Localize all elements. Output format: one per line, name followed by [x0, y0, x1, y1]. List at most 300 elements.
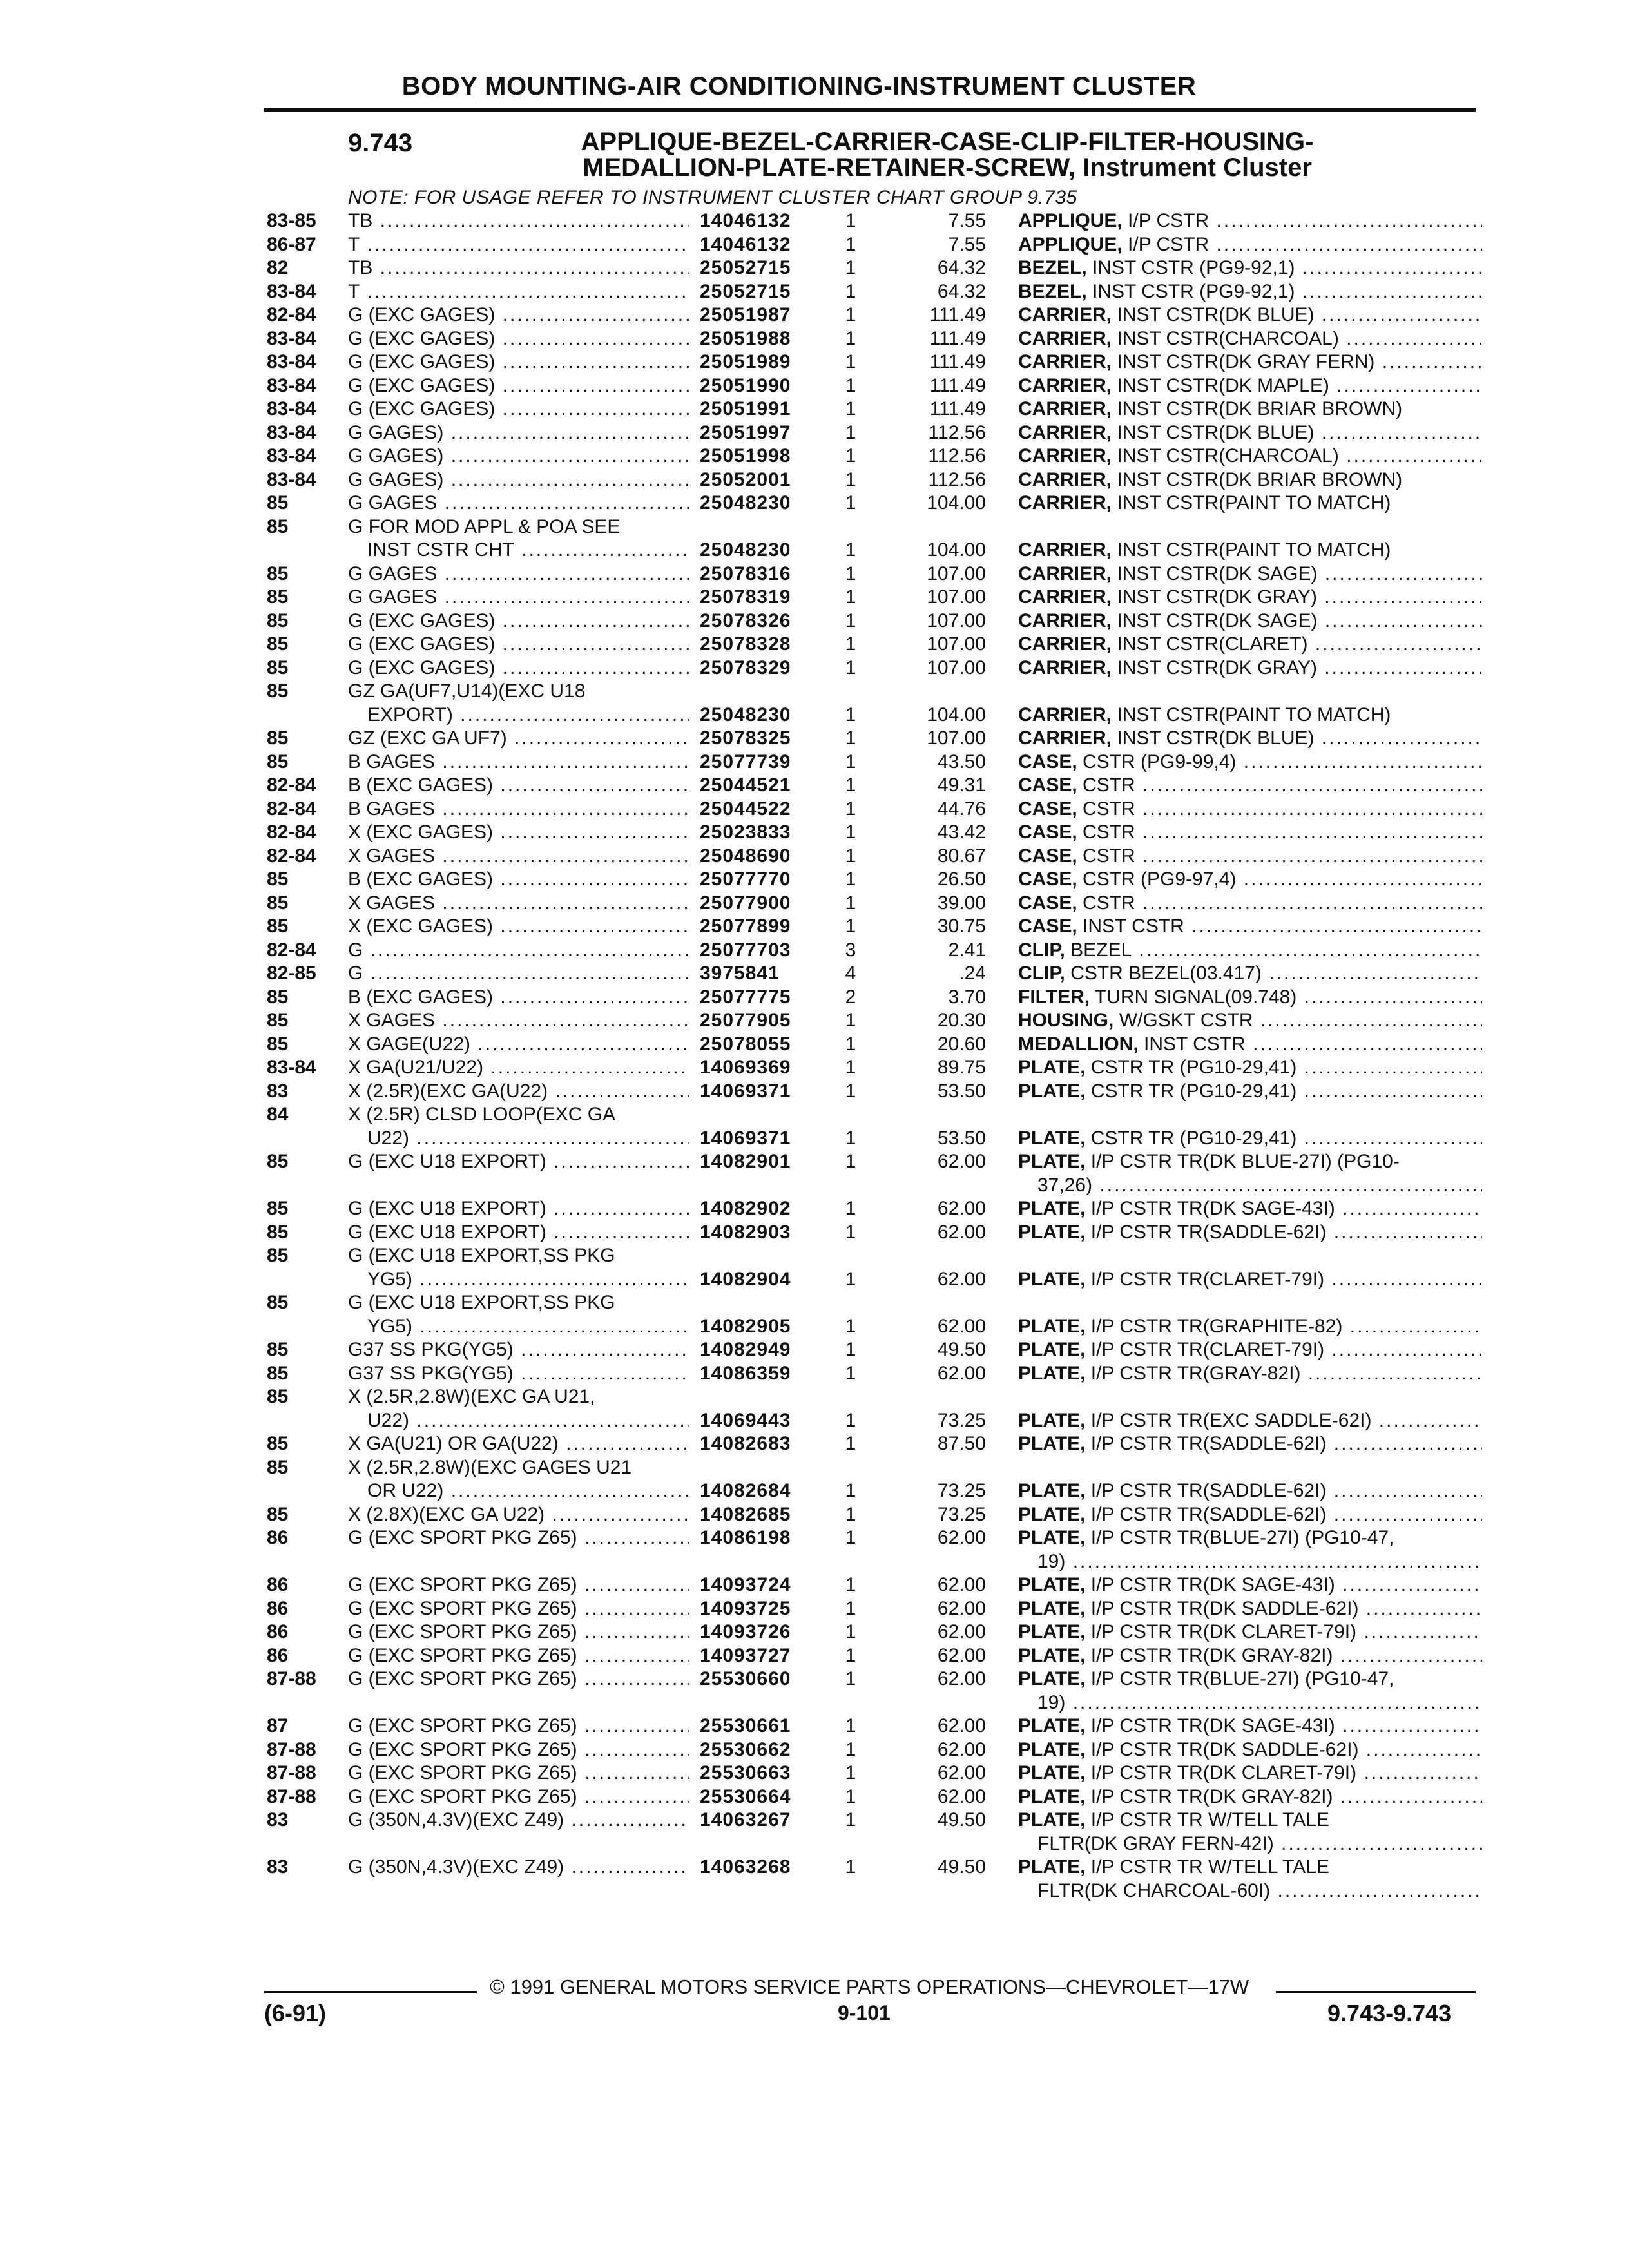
- usage-code: U22) .....: [367, 1409, 689, 1433]
- model-year: 83-84: [267, 398, 316, 419]
- part-number: 25530661: [700, 1715, 791, 1736]
- model-year: 82-84: [267, 304, 316, 325]
- part-description: [1018, 1620, 1482, 1644]
- usage-code: G (EXC GAGES) .....: [348, 374, 689, 398]
- usage-code: G GAGES) .....: [348, 468, 689, 492]
- part-detail: CSTR (PG9-99,4): [1083, 751, 1237, 773]
- part-description: [1018, 845, 1482, 869]
- table-row: [0, 1221, 1629, 1245]
- price: 49.31: [937, 774, 986, 796]
- model-year: 83-85: [267, 210, 316, 231]
- part-detail: CSTR: [1083, 822, 1135, 843]
- usage-code: X GAGE(U22) .....: [348, 1033, 689, 1057]
- part-description: [1018, 727, 1482, 751]
- table-row: [0, 398, 1629, 421]
- model-year: 85: [267, 515, 289, 537]
- part-description: [1018, 327, 1482, 351]
- part-name: PLATE,: [1018, 1668, 1086, 1689]
- part-name: PLATE,: [1018, 1715, 1086, 1736]
- part-detail: I/P CSTR TR(GRAY-82I): [1090, 1362, 1301, 1384]
- part-number: 14086198: [700, 1527, 791, 1548]
- section-number: 9.743: [348, 129, 413, 157]
- table-row: [0, 1832, 1629, 1856]
- part-description: [1018, 1762, 1482, 1785]
- quantity: 1: [845, 1033, 856, 1055]
- part-detail: CSTR: [1083, 774, 1135, 796]
- usage-code: G (EXC SPORT PKG Z65) .....: [348, 1573, 689, 1597]
- part-description: [1018, 209, 1482, 233]
- usage-code: B (EXC GAGES) .....: [348, 986, 689, 1010]
- part-description: [1018, 610, 1482, 633]
- usage-code: B GAGES .....: [348, 751, 689, 774]
- part-detail: INST CSTR(DK BRIAR BROWN): [1117, 468, 1403, 490]
- quantity: 1: [845, 1503, 856, 1525]
- part-description: [1018, 939, 1482, 963]
- part-description: [1018, 1150, 1482, 1174]
- quantity: 1: [845, 774, 856, 796]
- model-year: 85: [267, 1033, 289, 1055]
- quantity: 1: [845, 657, 856, 678]
- part-name: CASE,: [1018, 869, 1077, 890]
- quantity: 1: [845, 1409, 856, 1431]
- quantity: 1: [845, 1527, 856, 1548]
- part-description: [1018, 1526, 1482, 1550]
- price: .24: [959, 963, 986, 984]
- part-detail: INST CSTR(DK BLUE): [1117, 727, 1315, 749]
- price: 107.00: [927, 586, 986, 608]
- quantity: 1: [845, 1198, 856, 1219]
- price: 111.49: [929, 398, 986, 419]
- table-row: [0, 492, 1629, 515]
- part-name: CLIP,: [1018, 939, 1065, 961]
- price: 7.55: [948, 210, 986, 231]
- part-number: 25044521: [700, 774, 791, 796]
- part-detail: INST CSTR(DK GRAY): [1117, 586, 1317, 608]
- table-row: [0, 680, 1629, 704]
- part-name: BEZEL,: [1018, 257, 1087, 278]
- model-year: 85: [267, 986, 289, 1008]
- part-name: FILTER,: [1018, 986, 1090, 1008]
- footer-copyright: © 1991 GENERAL MOTORS SERVICE PARTS OPERATIONS—CHEVROLET—17W: [490, 1975, 1249, 1998]
- quantity: 1: [845, 1057, 856, 1078]
- quantity: 1: [845, 562, 856, 584]
- usage-code: G (EXC GAGES) .....: [348, 303, 689, 327]
- model-year: 83-84: [267, 1057, 316, 1078]
- part-detail: CSTR TR (PG10-29,41): [1090, 1127, 1297, 1149]
- table-row: [0, 1503, 1629, 1527]
- part-detail: CSTR: [1083, 845, 1135, 867]
- part-description-continued: 37,26) .....: [1037, 1174, 1482, 1198]
- part-description: [1018, 1667, 1482, 1691]
- part-name: CASE,: [1018, 798, 1077, 820]
- part-detail: I/P CSTR TR(DK SAGE-43I): [1090, 1574, 1335, 1595]
- table-row: [0, 374, 1629, 398]
- part-number: 25052715: [700, 257, 791, 278]
- part-description: [1018, 1856, 1482, 1879]
- table-row: [0, 1573, 1629, 1597]
- usage-code: G .....: [348, 962, 689, 986]
- model-year: 83-84: [267, 327, 316, 349]
- usage-code: B (EXC GAGES) .....: [348, 774, 689, 798]
- table-row: [0, 515, 1629, 539]
- quantity: 1: [845, 610, 856, 631]
- quantity: 1: [845, 1762, 856, 1783]
- price: 62.00: [937, 1644, 986, 1666]
- table-row: [0, 1762, 1629, 1785]
- quantity: 1: [845, 1809, 856, 1831]
- table-row: [0, 986, 1629, 1010]
- part-description: [1018, 421, 1482, 445]
- table-row: [0, 1432, 1629, 1456]
- usage-code: G (EXC GAGES) .....: [348, 633, 689, 657]
- model-year: 82-84: [267, 822, 316, 843]
- part-description: [1018, 539, 1482, 562]
- price: 111.49: [929, 327, 986, 349]
- part-name: PLATE,: [1018, 1151, 1086, 1172]
- part-name: PLATE,: [1018, 1057, 1086, 1078]
- part-name: CASE,: [1018, 892, 1077, 914]
- table-row: [0, 1315, 1629, 1339]
- part-detail: I/P CSTR TR(DK CLARET-79I): [1090, 1762, 1357, 1783]
- quantity: 1: [845, 304, 856, 325]
- model-year: 83: [267, 1080, 289, 1102]
- part-detail: INST CSTR(DK BLUE): [1117, 421, 1315, 443]
- usage-code: G (EXC GAGES) .....: [348, 610, 689, 633]
- usage-code: G GAGES) .....: [348, 421, 689, 445]
- part-number: 25048230: [700, 492, 791, 514]
- part-detail: I/P CSTR TR(DK SAGE-43I): [1090, 1198, 1335, 1219]
- model-year: 86-87: [267, 233, 316, 255]
- table-row: [0, 445, 1629, 468]
- price: 111.49: [929, 374, 986, 396]
- part-detail: INST CSTR(CHARCOAL): [1117, 327, 1339, 349]
- part-name: PLATE,: [1018, 1221, 1086, 1243]
- part-description-continued: 19) .....: [1037, 1691, 1482, 1715]
- usage-code: G (EXC GAGES) .....: [348, 657, 689, 680]
- part-description: [1018, 1644, 1482, 1668]
- price: 107.00: [927, 610, 986, 631]
- table-row: [0, 1033, 1629, 1057]
- part-detail: I/P CSTR TR(CLARET-79I): [1090, 1268, 1325, 1290]
- section-title-line2: MEDALLION-PLATE-RETAINER-SCREW, Instrument Cluster: [583, 153, 1312, 182]
- part-description: [1018, 1715, 1482, 1738]
- usage-code: G (EXC GAGES) .....: [348, 351, 689, 374]
- part-detail: I/P CSTR: [1128, 233, 1210, 255]
- model-year: 83: [267, 1809, 289, 1831]
- part-number: 25051991: [700, 398, 791, 419]
- part-description: [1018, 1597, 1482, 1621]
- part-detail: I/P CSTR TR(BLUE-27I) (PG10-47,: [1090, 1668, 1394, 1689]
- part-description: [1018, 1479, 1482, 1503]
- price: 62.00: [937, 1362, 986, 1384]
- model-year: 83-84: [267, 421, 316, 443]
- quantity: 1: [845, 1268, 856, 1290]
- part-number: 25077905: [700, 1010, 791, 1031]
- table-row: [0, 1174, 1629, 1198]
- price: 49.50: [937, 1339, 986, 1360]
- quantity: 1: [845, 233, 856, 255]
- part-number: 14082905: [700, 1315, 791, 1337]
- usage-code: G (EXC SPORT PKG Z65) .....: [348, 1597, 689, 1621]
- part-number: 25052715: [700, 280, 791, 302]
- part-name: PLATE,: [1018, 1315, 1086, 1337]
- price: 7.55: [948, 233, 986, 255]
- part-number: 25044522: [700, 798, 791, 820]
- price: 49.50: [937, 1809, 986, 1831]
- price: 107.00: [927, 633, 986, 655]
- model-year: 86: [267, 1574, 289, 1595]
- part-description: [1018, 398, 1482, 421]
- table-row: [0, 1127, 1629, 1151]
- table-row: [0, 421, 1629, 445]
- usage-code: T .....: [348, 280, 689, 304]
- part-detail: INST CSTR(DK SAGE): [1117, 610, 1318, 631]
- model-year: 86: [267, 1621, 289, 1642]
- part-description: [1018, 1738, 1482, 1762]
- part-number: 14046132: [700, 210, 791, 231]
- price: 62.00: [937, 1221, 986, 1243]
- part-detail: I/P CSTR TR W/TELL TALE: [1090, 1809, 1329, 1831]
- model-year: 85: [267, 892, 289, 914]
- price: 64.32: [937, 257, 986, 278]
- model-year: 85: [267, 633, 289, 655]
- part-name: HOUSING,: [1018, 1010, 1114, 1031]
- part-name: CARRIER,: [1018, 374, 1112, 396]
- table-row: [0, 327, 1629, 351]
- part-description: [1018, 1197, 1482, 1221]
- footer-page-number: 9-101: [838, 2001, 891, 2024]
- model-year: 85: [267, 657, 289, 678]
- price: 62.00: [937, 1668, 986, 1689]
- part-description: [1018, 1056, 1482, 1080]
- quantity: 1: [845, 1221, 856, 1243]
- part-number: 25023833: [700, 822, 791, 843]
- price: 62.00: [937, 1785, 986, 1807]
- model-year: 85: [267, 586, 289, 608]
- part-description-continued: FLTR(DK CHARCOAL-60I) .....: [1037, 1879, 1482, 1903]
- price: 62.00: [937, 1198, 986, 1219]
- usage-code: B GAGES .....: [348, 798, 689, 822]
- table-row: [0, 798, 1629, 822]
- quantity: 3: [845, 939, 856, 961]
- price: 104.00: [927, 539, 986, 561]
- price: 112.56: [928, 421, 986, 443]
- price: 62.00: [937, 1151, 986, 1172]
- part-number: 25077899: [700, 916, 791, 937]
- table-row: [0, 1056, 1629, 1080]
- part-number: 25078319: [700, 586, 791, 608]
- table-row: [0, 1597, 1629, 1621]
- model-year: 82-84: [267, 845, 316, 867]
- table-row: [0, 1080, 1629, 1104]
- quantity: 1: [845, 727, 856, 749]
- part-name: CASE,: [1018, 845, 1077, 867]
- price: 26.50: [937, 869, 986, 890]
- model-year: 87-88: [267, 1785, 316, 1807]
- table-row: [0, 1620, 1629, 1644]
- usage-code: X GA(U21/U22) .....: [348, 1056, 689, 1080]
- part-name: PLATE,: [1018, 1268, 1086, 1290]
- model-year: 85: [267, 1362, 289, 1384]
- table-row: [0, 845, 1629, 869]
- part-detail: INST CSTR: [1083, 916, 1184, 937]
- usage-code: TB .....: [348, 209, 689, 233]
- usage-code: G FOR MOD APPL & POA SEE: [348, 515, 621, 537]
- price: 89.75: [937, 1057, 986, 1078]
- quantity: 1: [845, 1339, 856, 1360]
- part-number: 14082902: [700, 1198, 791, 1219]
- table-row: [0, 539, 1629, 562]
- quantity: 1: [845, 257, 856, 278]
- part-name: PLATE,: [1018, 1198, 1086, 1219]
- table-row: [0, 1691, 1629, 1715]
- quantity: 1: [845, 1127, 856, 1149]
- quantity: 1: [845, 1010, 856, 1031]
- part-number: 25077775: [700, 986, 791, 1008]
- part-description: [1018, 256, 1482, 280]
- usage-code: U22) .....: [367, 1127, 689, 1151]
- quantity: 1: [845, 1433, 856, 1454]
- quantity: 1: [845, 1574, 856, 1595]
- part-description: [1018, 633, 1482, 657]
- quantity: 1: [845, 468, 856, 490]
- part-name: CARRIER,: [1018, 657, 1112, 678]
- part-description: [1018, 657, 1482, 680]
- model-year: 87-88: [267, 1762, 316, 1783]
- usage-code: G (EXC SPORT PKG Z65) .....: [348, 1667, 689, 1691]
- usage-code: G (EXC GAGES) .....: [348, 398, 689, 421]
- table-row: [0, 657, 1629, 680]
- part-name: CLIP,: [1018, 963, 1065, 984]
- part-number: 14069443: [700, 1409, 791, 1431]
- part-name: PLATE,: [1018, 1433, 1086, 1454]
- price: 53.50: [937, 1127, 986, 1149]
- section-title: [503, 129, 1392, 180]
- part-number: 25078326: [700, 610, 791, 631]
- part-number: 14093725: [700, 1597, 791, 1619]
- part-detail: I/P CSTR TR(SADDLE-62I): [1090, 1221, 1327, 1243]
- table-row: [0, 727, 1629, 751]
- part-number: 25048230: [700, 704, 791, 726]
- part-detail: CSTR BEZEL(03.417): [1070, 963, 1262, 984]
- quantity: 1: [845, 1856, 856, 1878]
- table-row: [0, 1550, 1629, 1574]
- price: 64.32: [937, 280, 986, 302]
- part-detail: W/GSKT CSTR: [1119, 1010, 1253, 1031]
- part-number: 25051998: [700, 445, 791, 466]
- usage-code: X GAGES .....: [348, 892, 689, 916]
- model-year: 85: [267, 1198, 289, 1219]
- quantity: 1: [845, 1151, 856, 1172]
- model-year: 83: [267, 1856, 289, 1878]
- table-row: [0, 1291, 1629, 1315]
- model-year: 85: [267, 1010, 289, 1031]
- part-number: 14082904: [700, 1268, 791, 1290]
- table-row: [0, 892, 1629, 916]
- price: 111.49: [929, 351, 986, 372]
- part-number: 25077770: [700, 869, 791, 890]
- quantity: 1: [845, 1644, 856, 1666]
- quantity: 1: [845, 539, 856, 561]
- usage-code: GZ GA(UF7,U14)(EXC U18: [348, 680, 586, 702]
- model-year: 85: [267, 1151, 289, 1172]
- quantity: 1: [845, 374, 856, 396]
- part-number: 14069371: [700, 1080, 791, 1102]
- usage-note: NOTE: FOR USAGE REFER TO INSTRUMENT CLUSTER CHART GROUP 9.735: [348, 187, 1077, 208]
- price: 49.50: [937, 1856, 986, 1878]
- part-name: CARRIER,: [1018, 727, 1112, 749]
- price: 20.30: [937, 1010, 986, 1031]
- part-description: [1018, 1362, 1482, 1386]
- quantity: 1: [845, 1315, 856, 1337]
- usage-code: G GAGES .....: [348, 562, 689, 586]
- part-name: PLATE,: [1018, 1856, 1086, 1878]
- table-row: [0, 704, 1629, 727]
- usage-code: YG5) .....: [367, 1315, 689, 1339]
- table-row: [0, 562, 1629, 586]
- model-year: 84: [267, 1104, 289, 1125]
- part-detail: I/P CSTR TR(EXC SADDLE-62I): [1090, 1409, 1372, 1431]
- table-row: [0, 610, 1629, 633]
- price: 112.56: [928, 468, 986, 490]
- table-row: [0, 1715, 1629, 1738]
- usage-code: G (EXC U18 EXPORT,SS PKG: [348, 1292, 615, 1313]
- price: 62.00: [937, 1268, 986, 1290]
- quantity: 1: [845, 421, 856, 443]
- price: 104.00: [927, 492, 986, 514]
- part-description: [1018, 1268, 1482, 1292]
- quantity: 1: [845, 210, 856, 231]
- part-name: CARRIER,: [1018, 398, 1112, 419]
- table-row: [0, 468, 1629, 492]
- table-row: [0, 868, 1629, 892]
- quantity: 1: [845, 351, 856, 372]
- usage-code: G (EXC U18 EXPORT) .....: [348, 1221, 689, 1245]
- model-year: 85: [267, 916, 289, 937]
- part-description: [1018, 1809, 1482, 1832]
- part-detail: INST CSTR(DK BLUE): [1117, 304, 1315, 325]
- part-description: [1018, 1315, 1482, 1339]
- part-name: CARRIER,: [1018, 586, 1112, 608]
- table-row: [0, 1197, 1629, 1221]
- price: 20.60: [937, 1033, 986, 1055]
- part-name: PLATE,: [1018, 1362, 1086, 1384]
- header-rule: [264, 108, 1476, 112]
- table-row: [0, 774, 1629, 798]
- part-number: 25078316: [700, 562, 791, 584]
- part-description: [1018, 1503, 1482, 1527]
- part-name: PLATE,: [1018, 1080, 1086, 1102]
- model-year: 87-88: [267, 1668, 316, 1689]
- usage-code: G GAGES .....: [348, 586, 689, 610]
- price: 62.00: [937, 1621, 986, 1642]
- part-number: 25048690: [700, 845, 791, 867]
- part-name: CARRIER,: [1018, 468, 1112, 490]
- table-row: [0, 1667, 1629, 1691]
- part-detail: CSTR: [1083, 892, 1135, 914]
- model-year: 82-84: [267, 939, 316, 961]
- part-detail: INST CSTR(CLARET): [1117, 633, 1308, 655]
- model-year: 85: [267, 562, 289, 584]
- part-detail: INST CSTR: [1144, 1033, 1246, 1055]
- price: 107.00: [927, 562, 986, 584]
- model-year: 83-84: [267, 374, 316, 396]
- part-name: APPLIQUE,: [1018, 233, 1123, 255]
- usage-code: G (350N,4.3V)(EXC Z49) .....: [348, 1856, 689, 1879]
- table-row: [0, 1856, 1629, 1879]
- usage-code: X (2.5R) CLSD LOOP(EXC GA: [348, 1104, 616, 1125]
- table-row: [0, 915, 1629, 939]
